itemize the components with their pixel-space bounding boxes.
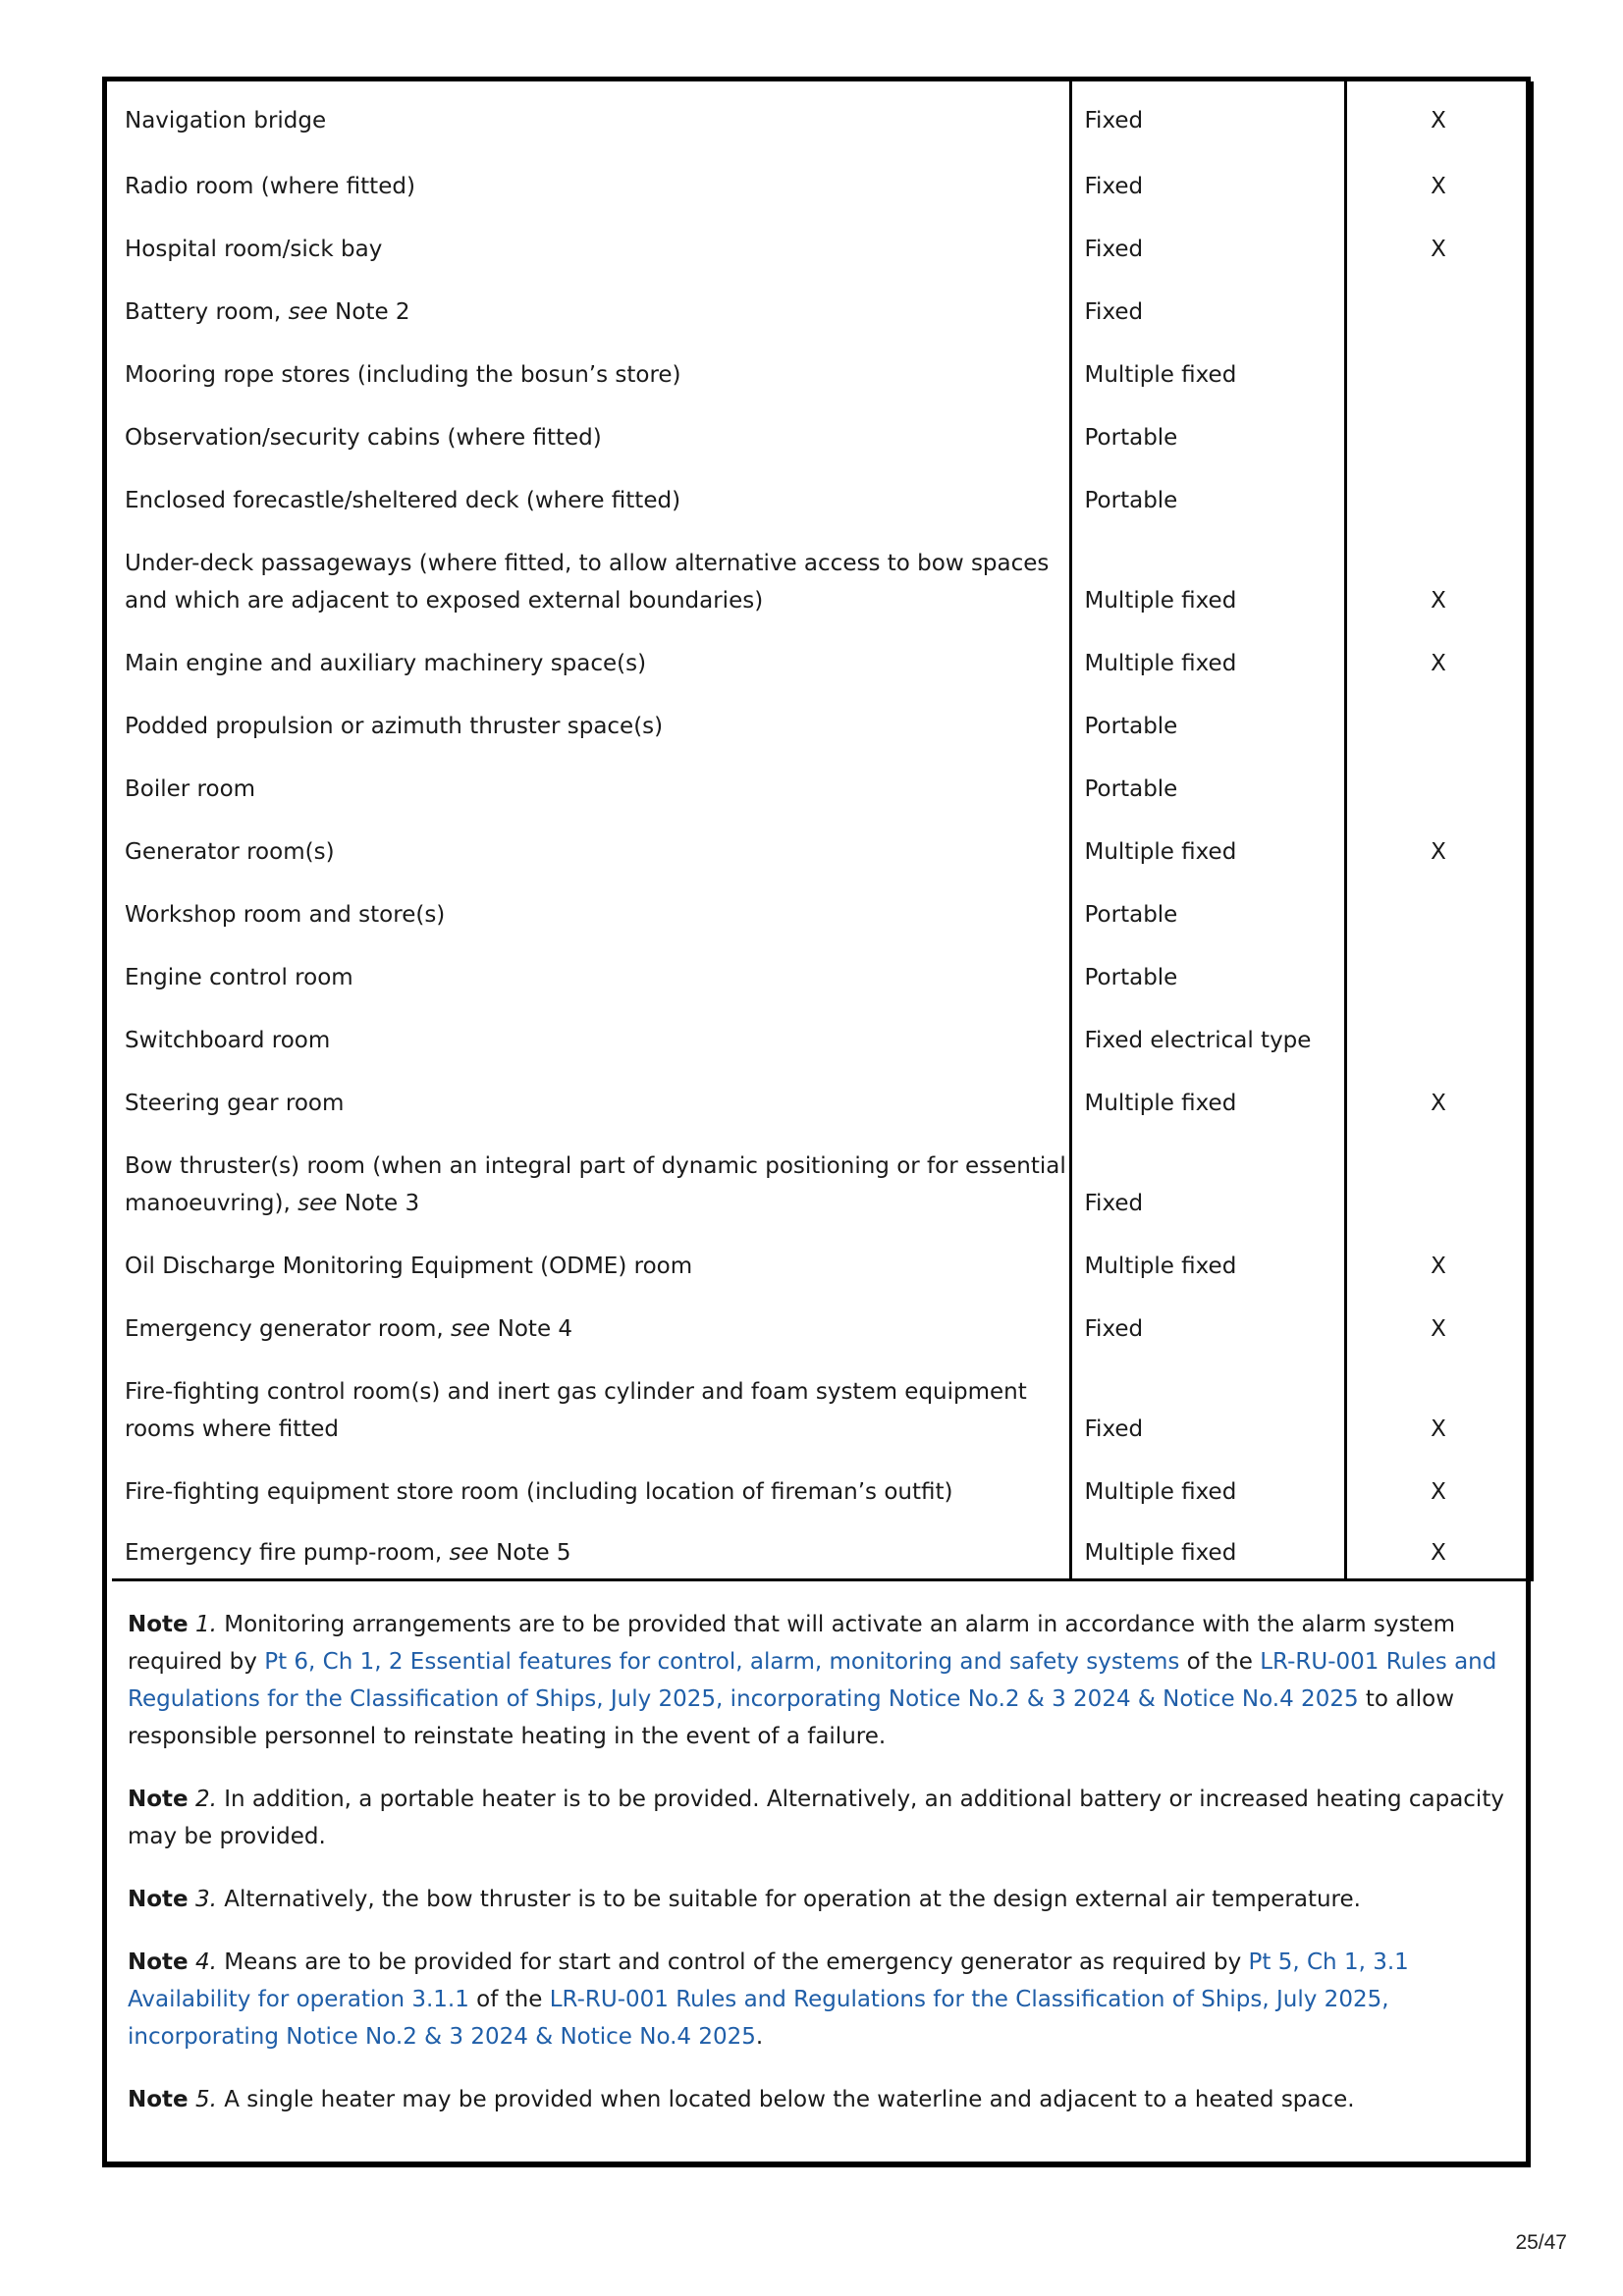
heating-type-cell: Multiple fixed <box>1070 527 1345 627</box>
mark-cell: X <box>1345 1293 1532 1356</box>
space-text: Emergency generator room, <box>125 1316 452 1342</box>
note-2 <box>107 1781 1526 1855</box>
note-text: of the <box>1179 1649 1261 1675</box>
space-text: Emergency fire pump-room, <box>125 1539 450 1566</box>
space-cell: Podded propulsion or azimuth thruster space(s) <box>125 714 664 739</box>
heating-table <box>112 81 1534 1581</box>
note-number: 1. <box>194 1612 217 1637</box>
note-text: Means are to be provided for start and control of the emergency generator as required by <box>216 1949 1249 1975</box>
note-label: Note <box>128 2087 189 2112</box>
heating-type-cell: Portable <box>1070 753 1345 816</box>
heating-type-cell: Fixed <box>1070 213 1345 276</box>
space-cell: Oil Discharge Monitoring Equipment (ODME) room <box>125 1254 693 1279</box>
mark-cell: X <box>1345 213 1532 276</box>
link-lr-ru-001-rules[interactable]: LR-RU-001 Rules and Regulations for the Classification of Ships, July 2025, incorporating Notice No.2 & 3 2024 & Notice No.4 2025 <box>128 1649 1497 1712</box>
table-row <box>112 339 1532 401</box>
note-text: A single heater may be provided when located below the waterline and adjacent to a heated space. <box>216 2087 1355 2112</box>
space-cell: Observation/security cabins (where fitted) <box>125 425 602 451</box>
note-label: Note <box>128 1887 189 1912</box>
see-text: see <box>288 299 328 325</box>
link-pt5-ch1-3-1[interactable]: Pt 5, Ch 1, 3.1 Availability for operation 3.1.1 <box>128 1949 1409 2012</box>
table-row <box>112 276 1532 339</box>
table-row <box>112 627 1532 690</box>
mark-cell <box>1345 276 1532 339</box>
heating-type-cell: Portable <box>1070 941 1345 1004</box>
note-4 <box>107 1944 1526 2056</box>
heating-type-cell: Fixed <box>1070 1130 1345 1230</box>
mark-cell: X <box>1345 1356 1532 1456</box>
page-number: 25/47 <box>1515 2231 1567 2254</box>
note-reference: Note 3 <box>337 1191 420 1216</box>
mark-cell: X <box>1345 150 1532 213</box>
space-cell: Steering gear room <box>125 1091 345 1116</box>
note-label: Note <box>128 1949 189 1975</box>
space-cell <box>112 1130 1070 1230</box>
table-row <box>112 81 1532 150</box>
space-text: Battery room, <box>125 299 289 325</box>
space-cell: Under-deck passageways (where fitted, to allow alternative access to bow spaces and which are adjacent to exposed external boundaries) <box>125 551 1050 614</box>
note-text: to allow responsible personnel to reinstate heating in the event of a failure. <box>128 1686 1455 1749</box>
table-row <box>112 213 1532 276</box>
mark-cell <box>1345 879 1532 941</box>
link-lr-ru-001-rules[interactable]: LR-RU-001 Rules and Regulations for the Classification of Ships, July 2025, incorporating Notice No.2 & 3 2024 & Notice No.4 2025 <box>128 1987 1389 2050</box>
note-text: Monitoring arrangements are to be provided that will activate an alarm in accordance with the alarm system required by <box>128 1612 1456 1675</box>
note-number: 2. <box>194 1787 217 1812</box>
heating-type-cell: Multiple fixed <box>1070 816 1345 879</box>
heating-type-cell: Fixed <box>1070 276 1345 339</box>
table-row <box>112 401 1532 464</box>
space-cell: Fire-fighting control room(s) and inert gas cylinder and foam system equipment rooms where fitted <box>125 1379 1027 1442</box>
note-reference: Note 5 <box>488 1539 571 1566</box>
note-number: 3. <box>194 1887 217 1912</box>
space-cell <box>112 276 1070 339</box>
heating-type-cell: Fixed <box>1070 81 1345 150</box>
note-number: 5. <box>194 2087 217 2112</box>
space-cell: Switchboard room <box>125 1028 331 1053</box>
heating-type-cell: Multiple fixed <box>1070 1456 1345 1519</box>
mark-cell: X <box>1345 1456 1532 1519</box>
table-row <box>112 1456 1532 1519</box>
space-cell: Workshop room and store(s) <box>125 902 446 928</box>
mark-cell <box>1345 401 1532 464</box>
link-pt6-ch1-2[interactable]: Pt 6, Ch 1, 2 Essential features for control, alarm, monitoring and safety systems <box>264 1649 1180 1675</box>
table-row <box>112 527 1532 627</box>
table-frame <box>102 77 1531 1569</box>
heating-type-cell: Fixed electrical type <box>1070 1004 1345 1067</box>
mark-cell: X <box>1345 1519 1532 1579</box>
space-cell <box>112 1293 1070 1356</box>
mark-cell <box>1345 339 1532 401</box>
space-cell: Generator room(s) <box>125 839 335 865</box>
mark-cell: X <box>1345 527 1532 627</box>
heating-type-cell: Portable <box>1070 690 1345 753</box>
note-text: of the <box>468 1987 550 2012</box>
space-cell: Radio room (where fitted) <box>125 174 415 199</box>
mark-cell: X <box>1345 1067 1532 1130</box>
heating-type-cell: Portable <box>1070 401 1345 464</box>
table-row <box>112 1230 1532 1293</box>
heating-type-cell: Multiple fixed <box>1070 339 1345 401</box>
note-text: Alternatively, the bow thruster is to be suitable for operation at the design external air temperature. <box>216 1887 1361 1912</box>
note-text: . <box>755 2024 764 2050</box>
heating-type-cell: Multiple fixed <box>1070 1519 1345 1579</box>
heating-type-cell: Portable <box>1070 879 1345 941</box>
table-row <box>112 690 1532 753</box>
space-cell: Boiler room <box>125 776 256 802</box>
mark-cell: X <box>1345 81 1532 150</box>
space-cell: Hospital room/sick bay <box>125 237 383 262</box>
see-text: see <box>298 1191 338 1216</box>
mark-cell: X <box>1345 1230 1532 1293</box>
note-5 <box>107 2081 1526 2118</box>
notes-section <box>102 1567 1531 2167</box>
space-cell: Main engine and auxiliary machinery space(s) <box>125 651 647 676</box>
space-cell: Navigation bridge <box>125 108 327 133</box>
space-text: Bow thruster(s) room (when an integral part of dynamic positioning or for essential manoeuvring), <box>125 1153 1066 1216</box>
heating-type-cell: Multiple fixed <box>1070 1067 1345 1130</box>
heating-type-cell: Fixed <box>1070 1356 1345 1456</box>
heating-type-cell: Fixed <box>1070 150 1345 213</box>
mark-cell: X <box>1345 816 1532 879</box>
table-row <box>112 1356 1532 1456</box>
heating-type-cell: Multiple fixed <box>1070 627 1345 690</box>
heating-type-cell: Fixed <box>1070 1293 1345 1356</box>
space-cell: Engine control room <box>125 965 353 990</box>
note-reference: Note 2 <box>327 299 410 325</box>
mark-cell <box>1345 941 1532 1004</box>
table-row <box>112 1293 1532 1356</box>
table-row <box>112 1004 1532 1067</box>
note-number: 4. <box>194 1949 217 1975</box>
space-cell: Fire-fighting equipment store room (including location of fireman’s outfit) <box>125 1479 953 1505</box>
table-row <box>112 1067 1532 1130</box>
table-row <box>112 816 1532 879</box>
table-row <box>112 464 1532 527</box>
mark-cell <box>1345 690 1532 753</box>
note-label: Note <box>128 1787 189 1812</box>
see-text: see <box>449 1539 489 1566</box>
mark-cell <box>1345 1130 1532 1230</box>
mark-cell <box>1345 1004 1532 1067</box>
note-text: In addition, a portable heater is to be provided. Alternatively, an additional battery or increased heating capacity may be provided. <box>128 1787 1504 1849</box>
table-row <box>112 753 1532 816</box>
table-row <box>112 150 1532 213</box>
space-cell: Mooring rope stores (including the bosun’s store) <box>125 362 681 388</box>
note-reference: Note 4 <box>490 1316 573 1342</box>
heating-type-cell: Portable <box>1070 464 1345 527</box>
table-row <box>112 941 1532 1004</box>
see-text: see <box>451 1316 491 1342</box>
mark-cell: X <box>1345 627 1532 690</box>
mark-cell <box>1345 464 1532 527</box>
heating-type-cell: Multiple fixed <box>1070 1230 1345 1293</box>
space-cell: Enclosed forecastle/sheltered deck (where fitted) <box>125 488 681 513</box>
mark-cell <box>1345 753 1532 816</box>
note-1 <box>107 1606 1526 1755</box>
table-row <box>112 879 1532 941</box>
note-3 <box>107 1881 1526 1918</box>
table-row <box>112 1130 1532 1230</box>
note-label: Note <box>128 1612 189 1637</box>
